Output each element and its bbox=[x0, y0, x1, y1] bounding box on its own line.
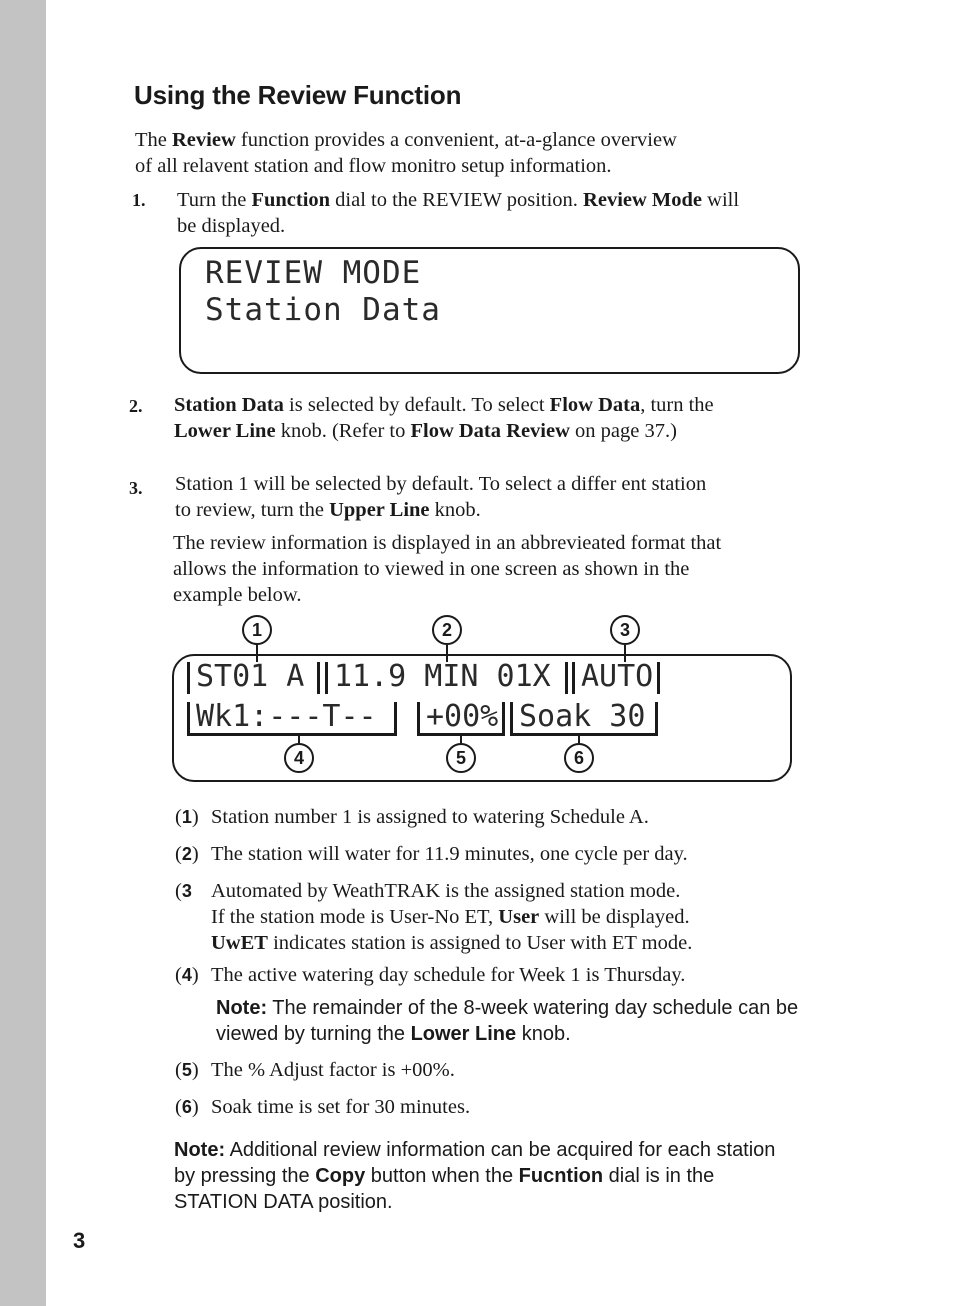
page-number: 3 bbox=[73, 1228, 86, 1253]
callout-3: 3 bbox=[610, 615, 640, 645]
step-2-text: Station Data is selected by default. To select Flow Data, turn the Lower Line knob. (Refer to Flow Data Review on page 37.) bbox=[174, 394, 714, 442]
explanation-item-3: (3 Automated by WeathTRAK is the assigned station mode. If the station mode is User-No ET, User will be displayed. UwET indicates station is assigned to User with ET mode. bbox=[175, 880, 693, 954]
intro-line-2: of all relavent station and flow monitro setup information. bbox=[135, 155, 612, 177]
callout-6: 6 bbox=[564, 743, 594, 773]
explanation-item-6: (6) Soak time is set for 30 minutes. bbox=[175, 1096, 471, 1118]
intro-line-1: The Review function provides a convenient, at-a-glance overview bbox=[135, 129, 677, 151]
note-copy-button: Note: Additional review information can be acquired for each station by pressing the Copy button when the Fucntion dial is in the STATION DATA position. bbox=[174, 1139, 776, 1213]
callout-5: 5 bbox=[446, 743, 476, 773]
lcd-line-2: Station Data bbox=[205, 292, 441, 328]
step-3-text: Station 1 will be selected by default. To select a differ ent station to review, turn the Upper Line knob. bbox=[175, 473, 707, 521]
page-title: Using the Review Function bbox=[134, 80, 462, 110]
explanation-item-1: (1) Station number 1 is assigned to watering Schedule A. bbox=[175, 806, 649, 828]
page-margin-strip bbox=[0, 0, 46, 1306]
step-1-text: Turn the Function dial to the REVIEW position. Review Mode will be displayed. bbox=[177, 189, 740, 237]
lcd-field-run-time: 11.9 MIN 01X bbox=[325, 662, 568, 694]
callout-4: 4 bbox=[284, 743, 314, 773]
intro-paragraph bbox=[135, 127, 677, 179]
review-format-paragraph: The review information is displayed in an abbrevieated format that allows the information to viewed in one screen as shown in the example below. bbox=[173, 532, 722, 606]
note-8-week-schedule: Note: The remainder of the 8-week watering day schedule can be viewed by turning the Lower Line knob. bbox=[216, 997, 799, 1045]
lcd-field-adjust: +00% bbox=[417, 702, 505, 736]
lcd-field-mode: AUTO bbox=[572, 662, 660, 694]
lcd-field-soak: Soak 30 bbox=[510, 702, 658, 736]
lcd-line-1: REVIEW MODE bbox=[205, 255, 422, 291]
callout-1: 1 bbox=[242, 615, 272, 645]
explanation-item-2: (2) The station will water for 11.9 minutes, one cycle per day. bbox=[175, 843, 688, 865]
explanation-item-4: (4) The active watering day schedule for Week 1 is Thursday. bbox=[175, 964, 686, 986]
step-3-number: 3. bbox=[129, 478, 143, 498]
step-2-number: 2. bbox=[129, 396, 143, 416]
step-1-number: 1. bbox=[132, 190, 146, 210]
lcd-display-review-mode bbox=[179, 247, 800, 374]
explanation-item-5: (5) The % Adjust factor is +00%. bbox=[175, 1059, 455, 1081]
lcd-field-station-schedule: ST01 A bbox=[187, 662, 320, 694]
lcd-field-week-schedule: Wk1:---T-- bbox=[187, 702, 397, 736]
callout-2: 2 bbox=[432, 615, 462, 645]
